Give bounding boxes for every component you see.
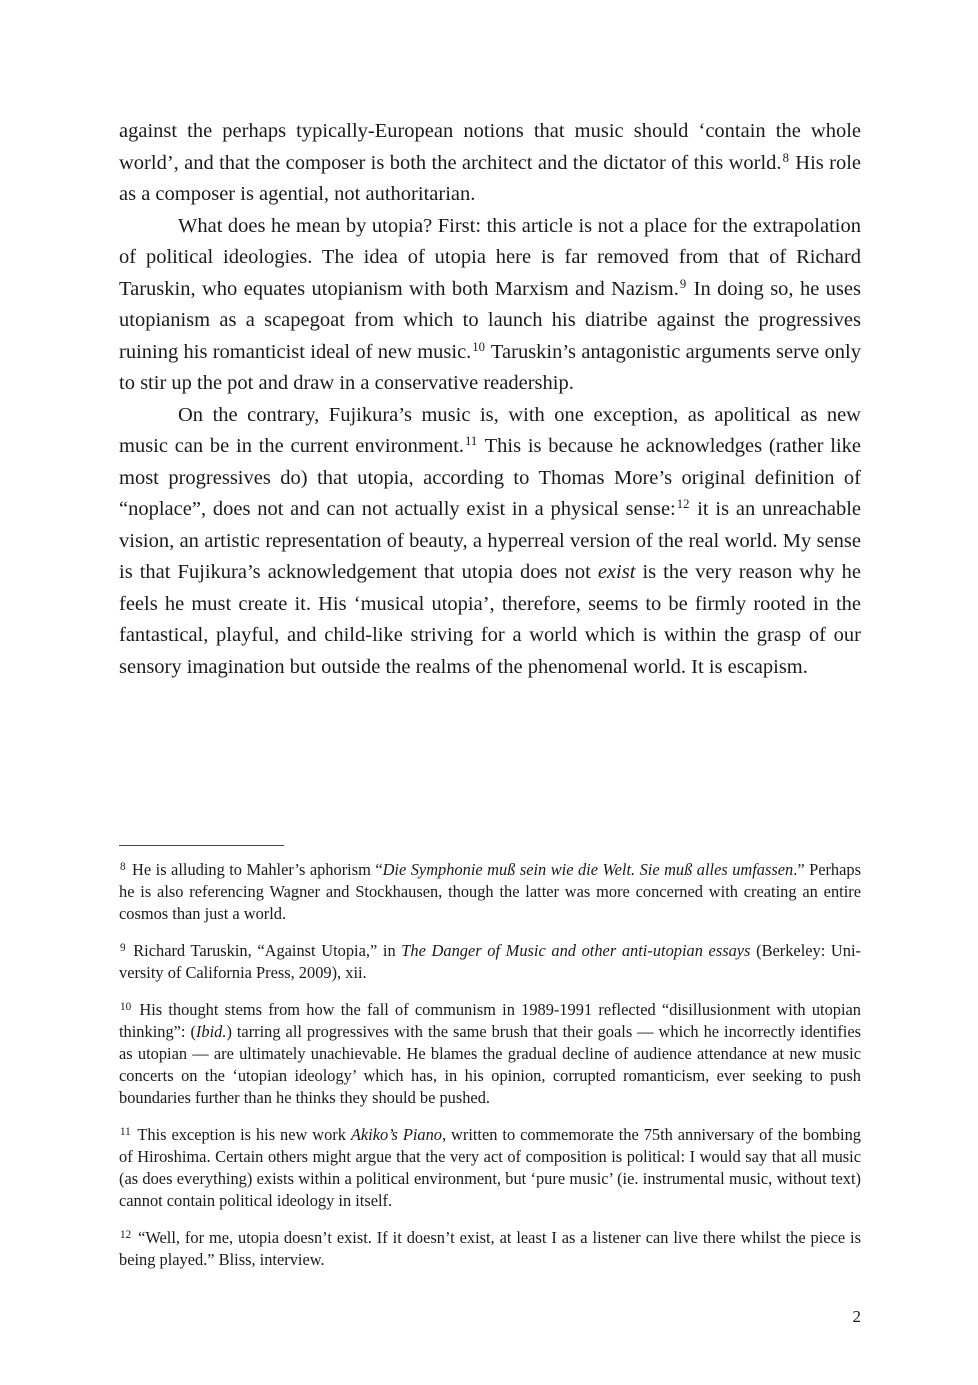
footnote-number: 10 <box>120 1000 132 1013</box>
footnote-ref-10[interactable]: 10 <box>472 339 485 354</box>
footnote-12: $^{12}$ “Well, for me, utopia doesn’t exist. If it doesn’t exist, at least I as a listener can live there whilst the piece is being played.” Bliss, interview. <box>119 1228 861 1269</box>
paragraph-2: What does he mean by utopia? First: this article is not a place for the extrapolation of political ideologies. The idea of utopia here is far removed from that of Richard Taruskin, who equates utopianism with both Marxism and Nazism.$^9$ In doing so, he uses utopianism as a scapegoat from which to launch his diatribe against the progressives ruining his romanticist ideal of new music.$^{10}$ Taruskin’s antagonistic arguments serve only to stir up the pot and draw in a conservative readership. <box>119 214 861 394</box>
footnote-number: 11 <box>120 1125 131 1138</box>
document-page <box>119 0 861 1385</box>
footnote-10: $^{10}$ His thought stems from how the fall of communism in 1989-1991 reflected “disillusionment with utopian thinking”: (Ibid.) tarring all progressives with the same brush that their goals — which he incorrectly identifies as utopian — are ultimately unachievable. He blames the gradual decline of audience attendance at new music concerts on the ‘utopian ideology’ which has, in his opinion, corrupted romanticism, ever seeking to push boundaries further than he thinks they should be pushed. <box>119 1000 862 1107</box>
footnote-number: 12 <box>120 1228 132 1241</box>
footnote-separator <box>119 845 284 846</box>
footnote-ref-8[interactable]: 8 <box>782 150 789 165</box>
footnote-11: $^{11}$ This exception is his new work Akiko’s Piano, written to commemorate the 75th anniversary of the bombing of Hiroshima. Certain others might argue that the very act of composition is political: I would say that all music (as does everything) exists within a political environment, but ‘pure music’ (ie. instrumental music, without text) cannot contain political ideology in itself. <box>119 1125 861 1210</box>
footnote-ref-11[interactable]: 11 <box>465 434 478 449</box>
footnote-number: 8 <box>120 860 126 873</box>
footnote-8: $^8$ He is alluding to Mahler’s aphorism “Die Symphonie muß sein wie die Welt. Sie muß alles umfassen.” Perhaps he is also referencing Wagner and Stockhausen, though the latter was more concerned with creating an entire cosmos than just a world. <box>119 860 861 923</box>
footnotes <box>119 859 861 1286</box>
paragraph-3: On the contrary, Fujikura’s music is, with one exception, as apolitical as new music can be in the current environment.$^{11}$ This is because he acknowledges (rather like most progressives do) that utopia, according to Thomas More’s original definition of “noplace”, does not and can not actually exist in a physical sense:$^{12}$ it is an unreachable vision, an artistic representation of beauty, a hyperreal version of the real world. My sense is that Fujikura’s acknowledgement that utopia does not exist is the very reason why he feels he must create it. His ‘musical utopia’, therefore, seems to be firmly rooted in the fantastical, playful, and child-like striving for a world which is within the grasp of our sensory imagination but outside the realms of the phenomenal world. It is escapism. <box>119 403 861 678</box>
footnote-9: $^9$ Richard Taruskin, “Against Utopia,” in The Danger of Music and other anti-utopian essays (Berkeley: University of California Press, 2009), xii. <box>119 941 861 982</box>
page-number: 2 <box>852 1307 861 1326</box>
footnote-number: 9 <box>120 941 126 954</box>
footnote-ref-12[interactable]: 12 <box>676 497 690 512</box>
body-text <box>119 116 861 683</box>
paragraph-1: against the perhaps typically-European notions that music should ‘contain the whole world’, and that the composer is both the architect and the dictator of this world.$^8$ His role as a composer is agential, not authoritarian. <box>119 120 861 205</box>
footnote-ref-9[interactable]: 9 <box>679 276 687 291</box>
